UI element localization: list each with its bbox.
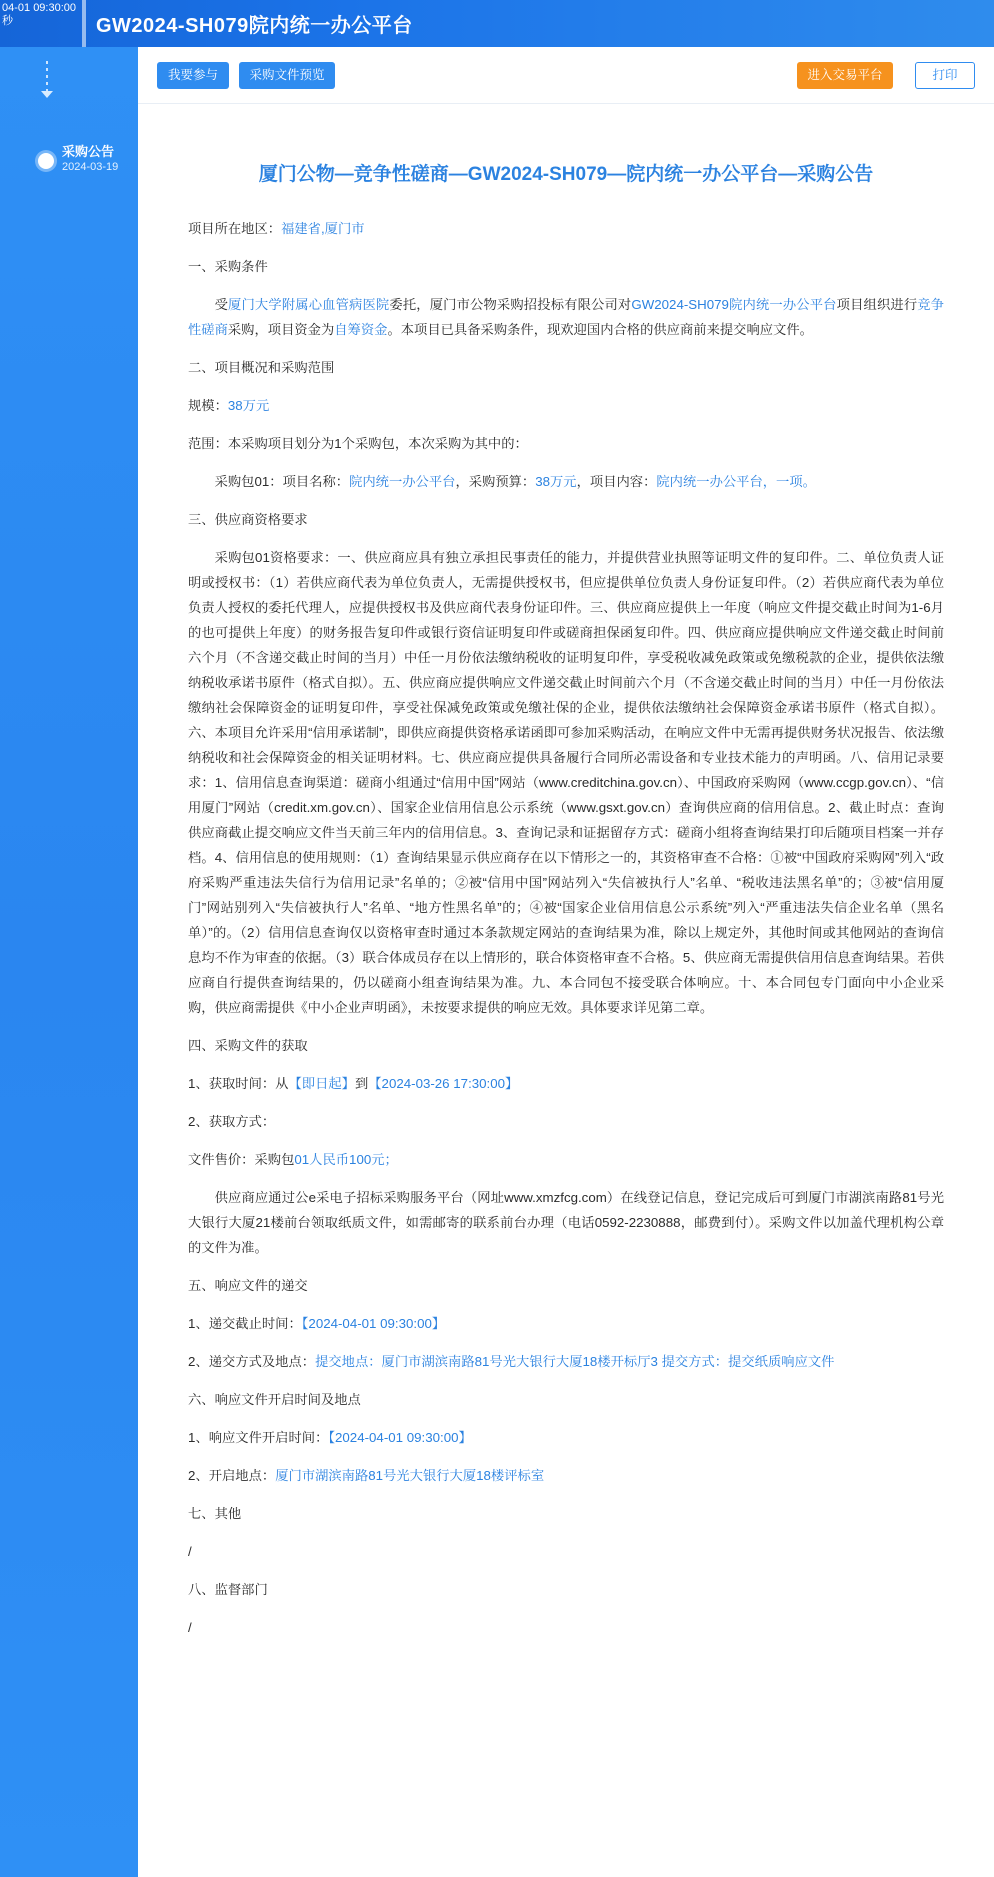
s1-text-c: 委托，厦门市公物采购招投标有限公司对 [389,297,632,312]
submission-method-label: 2、递交方式及地点： [188,1354,316,1369]
title-divider [82,0,86,47]
s1-text-i: 。本项目已具备采购条件，现欢迎国内合格的供应商前来提交响应文件。 [387,322,813,337]
submission-method [188,1349,944,1374]
page-title: GW2024-SH079院内统一办公平台 [96,15,413,37]
scope-label: 范围： [188,436,228,451]
acquire-time-start: 【即日起】 [288,1076,355,1091]
opening-time [188,1425,944,1450]
document-price-label: 文件售价：采购包 [188,1152,295,1167]
section-7-heading: 七、其他 [188,1506,242,1521]
s1-text-a: 受 [214,297,229,312]
opening-location [188,1463,944,1488]
package-01-detail [188,469,944,494]
rail-step-date: 2024-03-19 [62,161,119,173]
section-5-heading: 五、响应文件的递交 [188,1278,308,1293]
section-1-heading: 一、采购条件 [188,259,268,274]
acquire-time [188,1071,944,1096]
section-6-heading: 六、响应文件开启时间及地点 [188,1392,361,1407]
print-button[interactable]: 打印 [915,62,975,89]
project-location-label: 项目所在地区： [188,221,282,236]
top-bar [0,0,994,47]
announcement-title: 厦门公物—竞争性磋商—GW2024-SH079—院内统一办公平台—采购公告 [258,164,874,185]
rail-step-node[interactable] [38,153,54,169]
clock-time: 04-01 09:30:00 [2,2,77,14]
section-8-body: / [188,1620,192,1635]
scope-text: 本采购项目划分为1个采购包，本次采购为其中的： [227,436,528,451]
project-scope [188,431,944,456]
opening-time-value: 【2024-04-01 09:30:00】 [328,1430,472,1445]
acquire-method-label: 2、获取方式： [188,1114,276,1129]
purchaser-name[interactable]: 厦门大学附属心血管病医院 [228,297,390,312]
project-location [188,216,944,241]
action-bar [138,47,994,104]
enter-trading-platform-button[interactable]: 进入交易平台 [797,62,893,89]
submission-method-value: 提交地点：厦门市湖滨南路81号光大银行大厦18楼开标厅3 提交方式：提交纸质响应文件 [315,1354,835,1369]
pkg-text-a: 采购包01：项目名称： [214,474,350,489]
submission-deadline [188,1311,944,1336]
submission-deadline-label: 1、递交截止时间： [188,1316,302,1331]
clock-display [0,0,82,47]
scale-value: 38万元 [227,398,270,413]
opening-location-value: 厦门市湖滨南路81号光大银行大厦18楼评标室 [275,1468,545,1483]
progress-rail [0,47,138,1877]
acquire-time-to: 到 [354,1076,369,1091]
project-scale [188,393,944,418]
section-8-heading: 八、监督部门 [188,1582,268,1597]
document-price [188,1147,944,1172]
preview-document-button[interactable]: 采购文件预览 [239,62,335,89]
s1-text-g: 采购，项目资金为 [227,322,335,337]
section-2-heading: 二、项目概况和采购范围 [188,360,335,375]
procurement-method[interactable]: 竞争性磋商 [188,297,945,337]
opening-location-label: 2、开启地点： [188,1468,276,1483]
supplier-qualification-body: 采购包01资格要求：一、供应商应具有独立承担民事责任的能力，并提供营业执照等证明文件的复印件。二、单位负责人证明或授权书：（1）若供应商代表为单位负责人，无需提供授权书，但应提供单位负责人身份证复印件。（2）若供应商代表为单位负责人授权的委托代理人，应提供授权书及供应商代表身份证印件。三、供应商应提供上一年度（响应文件提交截止时间为1-6月的也可提供上年度）的财务报告复印件或银行资信证明复印件或磋商担保函复印件。四、供应商应提供响应文件递交截止时间前六个月（不含递交截止时间的当月）中任一月份依法缴纳税收的证明复印件，享受税收减免政策或免缴税款的企业，提供依法缴纳税收承诺书原件（格式自拟）。五、供应商应提供响应文件递交截止时间前六个月（不含递交截止时间的当月）中任一月份依法缴纳社会保障资金的证明复印件，享受社保减免政策或免缴社保的企业，提供依法缴纳社会保障资金承诺书原件（格式自拟）。六、本项目允许采用“信用承诺制”，即供应商提供资格承诺函即可参加采购活动，在响应文件中无需再提供财务状况报告、依法缴纳税收和社会保障资金的相关证明材料。七、供应商应提供具备履行合同所必需设备和专业技术能力的声明函。八、信用记录要求：1、信用信息查询渠道：磋商小组通过“信用中国”网站（www.creditchina.gov.cn）、中国政府采购网（www.ccgp.gov.cn）、“信用厦门”网站（credit.xm.gov.cn）、国家企业信用信息公示系统（www.gsxt.gov.cn）查询供应商的信用信息。2、截止时点：查询供应商截止提交响应文件当天前三年内的信用信息。3、查询记录和证据留存方式：磋商小组将查询结果打印后随项目档案一并存档。4、信用信息的使用规则：（1）查询结果显示供应商存在以下情形之一的，其资格审查不合格：①被“中国政府采购网”列入“政府采购严重违法失信行为信用记录”名单的；②被“信用中国”网站列入“失信被执行人”名单、“税收违法黑名单”的；③被“信用厦门”网站别列入“失信被执行人”名单、“地方性黑名单”的；④被“国家企业信用信息公示系统”列入“严重违法失信企业名单（黑名单）”的。（2）信用信息查询仅以资格审查时通过本条款规定网站的查询结果为准，除以上规定外，其他时间或其他网站的查询信息均不作为审查的依据。（3）联合体成员存在以上情形的，联合体资格审查不合格。5、供应商无需提供信用信息查询结果。若供应商自行提供查询结果的，仍以磋商小组查询结果为准。九、本合同包不接受联合体响应。十、本合同包专门面向中小企业采购，供应商需提供《中小企业声明函》，未按要求提供的响应无效。具体要求详见第二章。 [188,550,944,1015]
project-name-link[interactable]: GW2024-SH079院内统一办公平台 [631,297,837,312]
section-1-paragraph [188,292,944,342]
pkg-text-e: ，项目内容： [576,474,657,489]
acquire-time-label: 1、获取时间：从 [188,1076,289,1091]
section-4-heading: 四、采购文件的获取 [188,1038,308,1053]
document-price-value: 01人民币100元； [294,1152,398,1167]
fund-source[interactable]: 自筹资金 [334,322,388,337]
rail-dotted-line [46,61,48,91]
pkg-name: 院内统一办公平台 [349,474,456,489]
section-7-body: / [188,1544,192,1559]
announcement-document [138,104,994,1877]
s1-text-e: 项目组织进行 [836,297,918,312]
acquire-method-note: 供应商应通过公e采电子招标采购服务平台（网址www.xmzfcg.com）在线登记信息，登记完成后可到厦门市湖滨南路81号光大银行大厦21楼前台领取纸质文件，如需邮寄的联系前台办理（电话0592-2230888，邮费到付）。采购文件以加盖代理机构公章的文件为准。 [188,1190,944,1255]
section-3-heading: 三、供应商资格要求 [188,512,308,527]
pkg-content: 院内统一办公平台，一项。 [656,474,816,489]
clock-suffix: 秒 [2,15,13,27]
opening-time-label: 1、响应文件开启时间： [188,1430,329,1445]
acquire-time-end: 【2024-03-26 17:30:00】 [368,1076,519,1091]
rail-step-label[interactable]: 采购公告 [62,144,115,159]
project-location-value[interactable]: 福建省,厦门市 [281,221,365,236]
pkg-budget: 38万元 [535,474,577,489]
join-button[interactable]: 我要参与 [157,62,229,89]
scale-label: 规模： [188,398,228,413]
submission-deadline-value: 【2024-04-01 09:30:00】 [301,1316,446,1331]
pkg-text-c: ，采购预算： [455,474,536,489]
chevron-down-icon [41,91,53,98]
